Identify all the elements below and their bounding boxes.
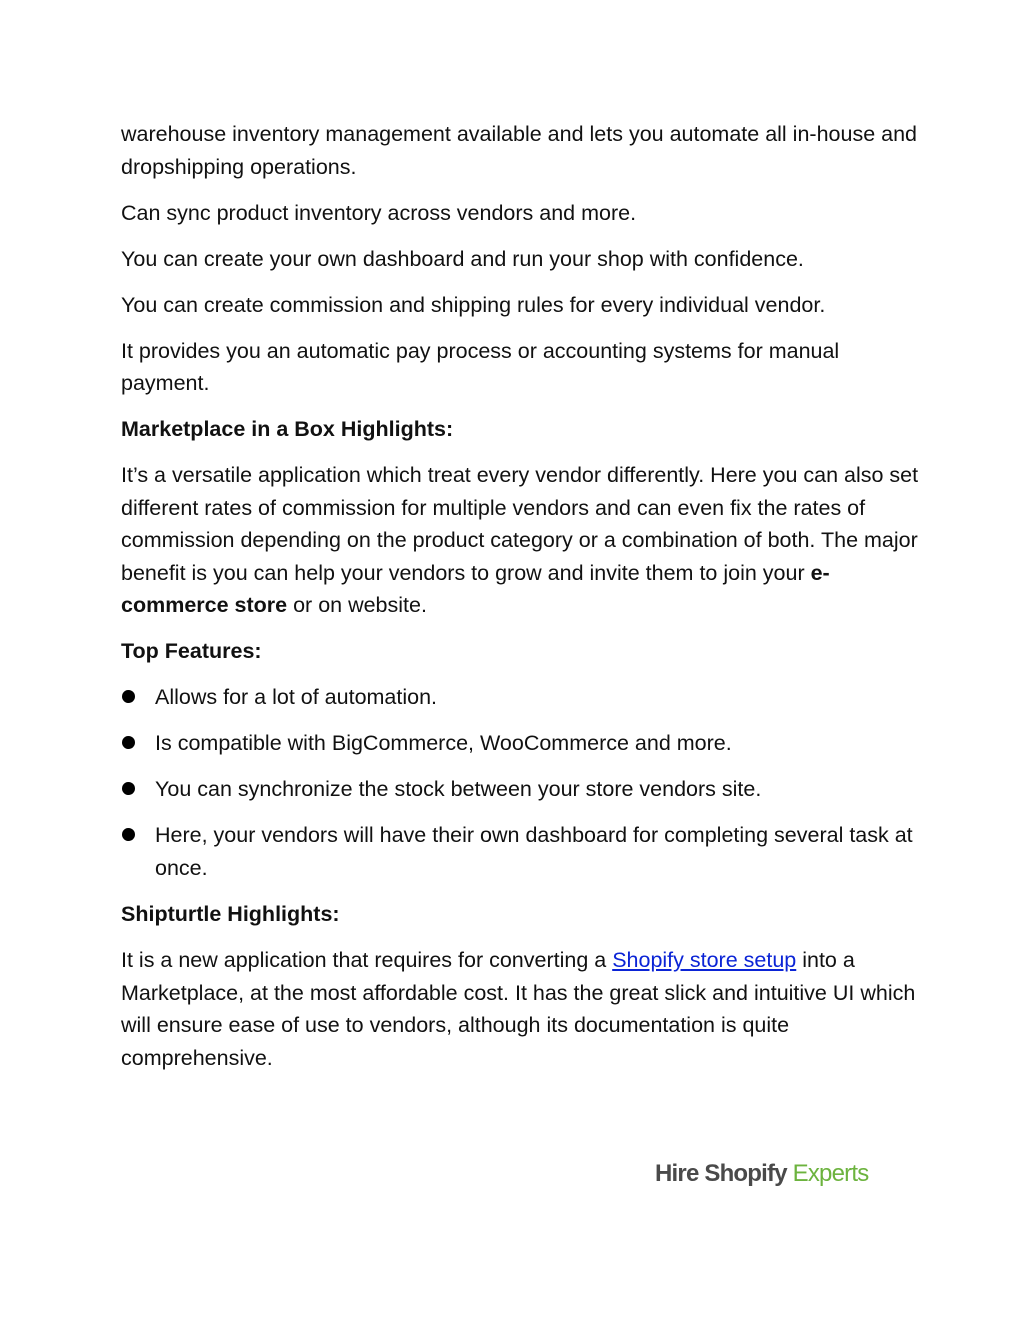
document-body xyxy=(121,118,921,1088)
bullet-icon xyxy=(122,782,135,795)
marketplace-text-end: or on website. xyxy=(287,593,427,618)
heading-top-features: Top Features: xyxy=(121,639,262,664)
list-item xyxy=(121,773,921,806)
top-features-list xyxy=(121,681,921,884)
logo-text-hire-shopify: Hire Shopify xyxy=(655,1160,787,1187)
logo-text-experts: Experts xyxy=(786,1160,869,1187)
bullet-icon xyxy=(122,828,135,841)
bullet-icon xyxy=(122,690,135,703)
paragraph-automatic-pay: It provides you an automatic pay process or accounting systems for manual payment. xyxy=(121,338,840,396)
paragraph-marketplace-description xyxy=(121,459,921,622)
heading-shipturtle-highlights: Shipturtle Highlights: xyxy=(121,901,340,926)
paragraph-warehouse-inventory: warehouse inventory management available and lets you automate all in-house and dropshipping operations. xyxy=(121,122,918,179)
feature-text: Here, your vendors will have their own dashboard for completing several task at once. xyxy=(155,823,913,880)
list-item xyxy=(121,727,921,760)
paragraph-own-dashboard: You can create your own dashboard and run your shop with confidence. xyxy=(121,246,804,271)
shopify-store-setup-link[interactable]: Shopify store setup xyxy=(612,947,797,972)
list-item xyxy=(121,681,921,714)
paragraph-commission-rules: You can create commission and shipping rules for every individual vendor. xyxy=(121,292,826,317)
list-item xyxy=(121,819,921,884)
marketplace-text-start: It’s a versatile application which treat every vendor differently. Here you can also set different rates of commission for multiple vendors and can even fix the rates of commission depending on the product category or a combination of both. The major benefit is you can help your vendors to grow and invite them to join your xyxy=(121,463,919,585)
shipturtle-text-start: It is a new application that requires for converting a xyxy=(121,947,613,972)
ecommerce-store-bold-text: e-commerce store xyxy=(121,560,830,618)
paragraph-sync-inventory: Can sync product inventory across vendors and more. xyxy=(121,200,637,225)
heading-marketplace-highlights: Marketplace in a Box Highlights: xyxy=(121,417,454,442)
bullet-icon xyxy=(122,736,135,749)
feature-text: Allows for a lot of automation. xyxy=(155,685,438,710)
paragraph-shipturtle-description xyxy=(121,944,921,1074)
feature-text: You can synchronize the stock between your store vendors site. xyxy=(155,777,762,802)
feature-text: Is compatible with BigCommerce, WooCommerce and more. xyxy=(155,731,732,756)
hire-shopify-experts-logo xyxy=(655,1160,868,1188)
shipturtle-text-end: into a Marketplace, at the most affordable cost. It has the great slick and intuitive UI which will ensure ease of use to vendors, although its documentation is quite comprehensive. xyxy=(121,947,916,1070)
